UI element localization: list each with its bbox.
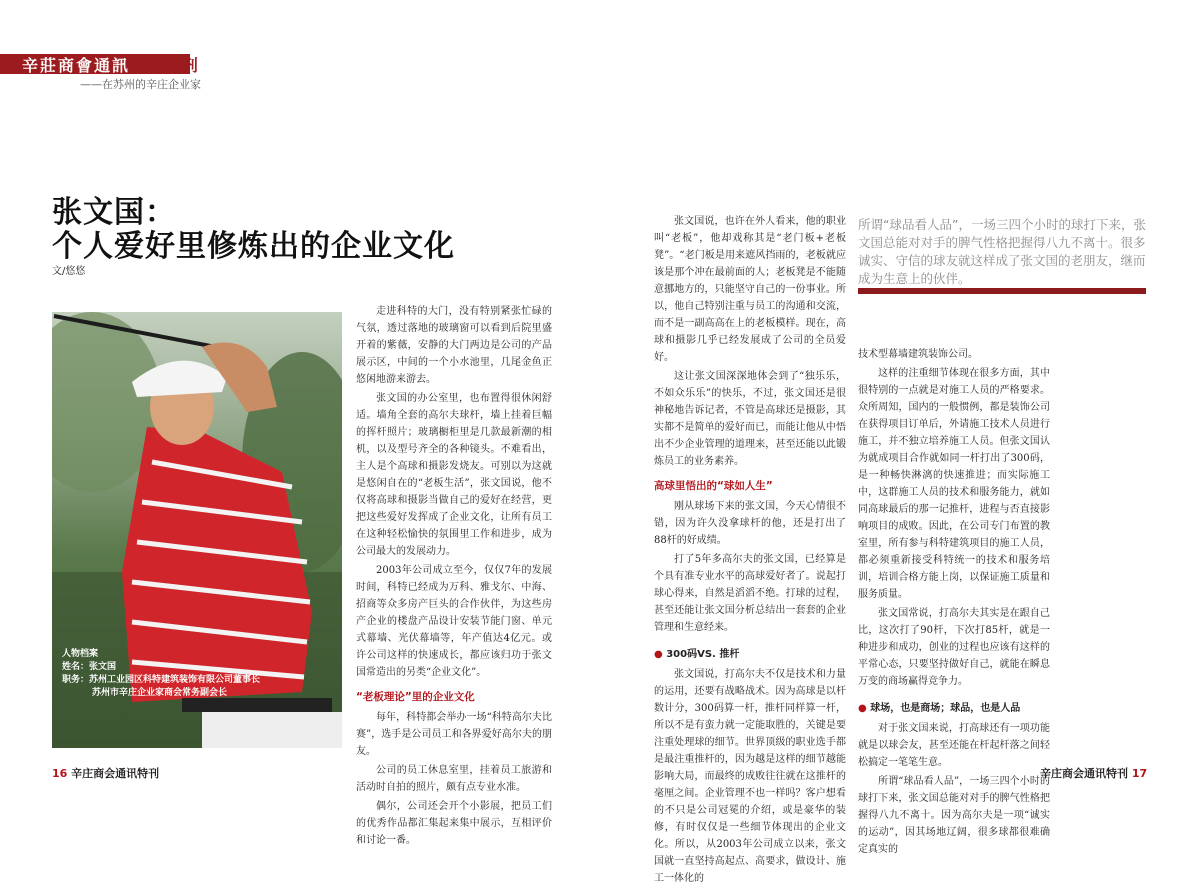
bullet-heading-text: 球场，也是商场；球品，也是人品 — [870, 703, 1021, 714]
profile-role-2: 苏州市辛庄企业家商会常务副会长 — [92, 688, 228, 698]
title-line-2: 个人爱好里修炼出的企业文化 — [52, 229, 455, 264]
profile-role-1: 职务：苏州工业园区科特建筑装饰有限公司董事长 — [62, 675, 261, 685]
paragraph: 张文国常说，打高尔夫其实是在跟自己比，这次打了90杆，下次打85杆，就是一种进步和成功，创业的过程也应该有这样的平常心态，只要坚持做好自己，就能在瞬息万变的商场赢得竞争力。 — [858, 608, 1050, 687]
paragraph: 刚从球场下来的张文国，今天心情很不错，因为许久没拿球杆的他，还是打出了88杆的好成绩。 — [654, 501, 846, 546]
bullet-heading — [654, 646, 846, 663]
paragraph: 偶尔，公司还会开个小影展，把员工们的优秀作品都汇集起来集中展示，互相评价和讨论一番。 — [356, 801, 552, 846]
bullet-dot-icon: ● — [858, 703, 871, 714]
profile-box — [62, 648, 260, 700]
paragraph: 对于张文国来说，打高球还有一项功能就是以球会友，甚至还能在杆起杆落之间轻松搞定一笔笔生意。 — [858, 723, 1050, 768]
paragraph: 这样的注重细节体现在很多方面，其中很特别的一点就是对施工人员的严格要求。众所周知，国内的一般惯例，都是装饰公司在获得项目订单后，外请施工技术人员进行施工，并不独立培养施工人员。但张文国认为就成项目合作就如同一杆打出了300码，是一种畅快淋漓的快速推进；而实际施工中，这群施工人员的技术和服务能力，就如同高球最后的那一记推杆，进程与否直接影响项目的成败。因此，在公司专门布置的教室里，所有参与科特建筑项目的施工人员，都必须重新接受科特统一的技术和服务培训，培训合格方能上岗，以保证施工质量和服务质量。 — [858, 368, 1050, 600]
footer-right-text: 辛庄商会通讯特刊 — [1040, 767, 1128, 780]
footer-left-text: 辛庄商会通讯特刊 — [71, 767, 160, 780]
paragraph: 张文国说，打高尔夫不仅是技术和力量的运用，还要有战略战术。因为高球是以杆数计分，300码算一杆，推杆同样算一杆，所以不是有蛮力就一定能取胜的，关键是要注重处理球的细节。世界顶级的职业选手都是最注重推杆的，因为越是这样的细节越能影响大局，而最终的成败往往就在这推杆的毫厘之间。企业管理不也一样吗？客户想看的不只是公司冠冕的介绍，或是豪华的装修，有时仅仅是一些细节体现出的企业文化。所以，从2003年公司成立以来，张文国就一直坚持高起点、高要求，做设计、施工一体化的 — [654, 669, 846, 884]
paragraph: 打了5年多高尔夫的张文国，已经算是个具有准专业水平的高球爱好者了。说起打球心得来，自然是滔滔不绝。打球的过程，甚至还能让张文国分析总结出一套套的企业管理和生意经来。 — [654, 554, 846, 633]
paragraph: 2003年公司成立至今，仅仅7年的发展时间，科特已经成为万科、雅戈尔、中海、招商等众多房产巨头的合作伙伴，为这些房产企业的楼盘产品设计安装节能门窗、单元式幕墙、光伏幕墙等，年产值达4亿元。或许公司这样的快速成长，都应该归功于张文国常造出的另类“企业文化”。 — [356, 565, 552, 678]
title-line-1: 张文国： — [52, 195, 176, 230]
page-number-left: 16 — [52, 767, 68, 780]
text-column-2 — [654, 213, 846, 889]
pull-quote: 所谓“球品看人品”，一场三四个小时的球打下来，张文国总能对对手的脾气性格把握得八九不离十。很多诚实、守信的球友就这样成了张文国的老朋友，继而成为生意上的伙伴。 — [858, 217, 1146, 286]
footer-left — [52, 765, 159, 781]
paragraph: 技术型幕墙建筑装饰公司。 — [858, 349, 978, 360]
masthead-tag: 特刊 — [166, 56, 199, 75]
paragraph: 张文国说，也许在外人看来，他的职业叫“老板”，他却戏称其是“老门板+老板凳”。“老门板是用来遮风挡雨的，老板就应该是那个冲在最前面的人；老板凳是不能随意挪地方的，只能坚守自己的一份事业。所以，他自己特别注重与员工的沟通和交流，而不是一副高高在上的老板模样。现在，高球和摄影几乎已经发展成了公司的全员爱好。 — [654, 216, 846, 363]
masthead-logo: 辛莊商會通訊 — [22, 56, 131, 75]
paragraph: 张文国的办公室里，也布置得很休闲舒适。墙角全套的高尔夫球杆，墙上挂着巨幅的挥杆照片；玻璃橱柜里是几款最新潮的相机，以及型号齐全的各种镜头。不难看出，主人是个高球和摄影发烧友。可别以为这就是悠闲自在的“老板生活”，张文国说，他不仅将高球和摄影当做自己的爱好在经营，更把这些爱好发挥成了企业文化，让所有员工在这种轻松愉快的氛围里工作和进步，成为公司最大的发展动力。 — [356, 393, 552, 557]
text-column-1 — [356, 303, 552, 851]
section-heading: 高球里悟出的“球如人生” — [654, 480, 773, 492]
profile-name: 姓名：张文国 — [62, 662, 117, 672]
paragraph: 公司的员工休息室里，挂着员工旅游和活动时自拍的照片，颇有点专业水准。 — [356, 765, 552, 793]
masthead-subtitle: ——在苏州的辛庄企业家 — [80, 78, 201, 91]
pull-quote-rule — [858, 288, 1146, 294]
footer-right — [1040, 765, 1147, 781]
paragraph: 这让张文国深深地体会到了“独乐乐，不如众乐乐”的快乐，不过，张文国还是很神秘地告诉记者，不管是高球还是摄影，其实都不是简单的爱好而已，而能让他从中悟出不少企业管理的道理来，甚至还能以此锻炼员工的业务素养。 — [654, 371, 846, 467]
bullet-dot-icon: ● — [654, 649, 667, 660]
bullet-heading-text: 300码VS. 推杆 — [666, 649, 740, 660]
paragraph: 每年，科特都会举办一场“科特高尔夫比赛”，选手是公司员工和各界爱好高尔夫的朋友。 — [356, 712, 552, 757]
section-heading: “老板理论”里的企业文化 — [356, 691, 475, 703]
paragraph: 所谓“球品看人品”，一场三四个小时的球打下来，张文国总能对对手的脾气性格把握得八九不离十。因为高尔夫是一项“诚实的运动”，因其场地辽阔，很多球都很难确定真实的 — [858, 776, 1050, 855]
text-column-3 — [858, 346, 1050, 860]
page-number-right: 17 — [1131, 767, 1148, 780]
bullet-heading — [858, 700, 1050, 717]
profile-heading: 人物档案 — [62, 649, 99, 659]
byline: 文/悠悠 — [52, 266, 86, 277]
article-title — [52, 196, 455, 264]
paragraph: 走进科特的大门，没有特别紧张忙碌的气氛，透过落地的玻璃窗可以看到后院里盛开着的紫薇，安静的大门两边是公司的产品展示区，中间的一个小水池里，几尾金鱼正悠闲地游来游去。 — [356, 306, 552, 385]
